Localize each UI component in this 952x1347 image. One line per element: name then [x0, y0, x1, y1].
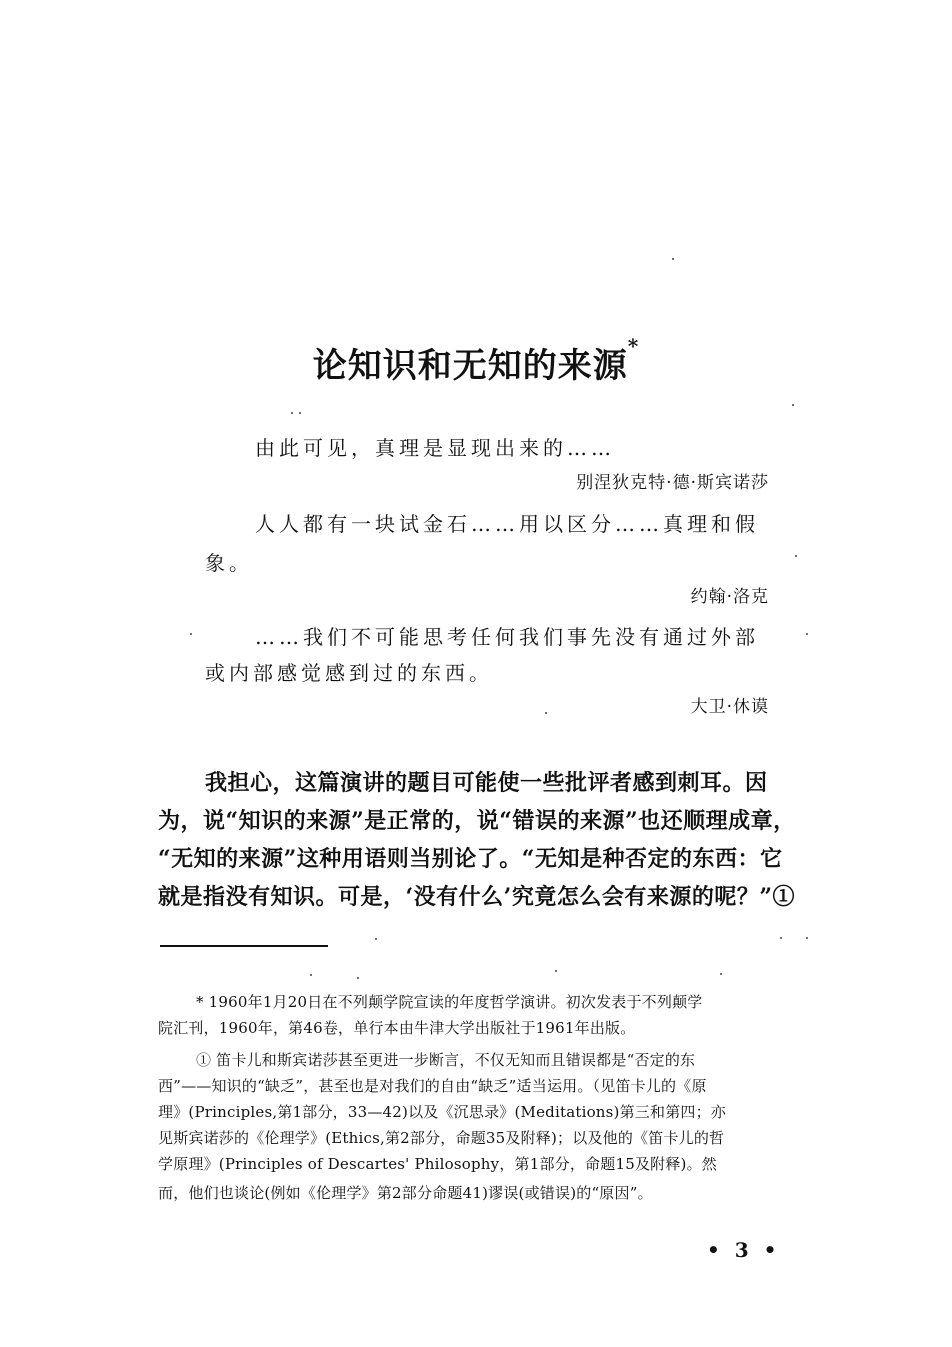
- footnote-1-line-1: ① 笛卡儿和斯宾诺莎甚至更进一步断言，不仅无知而且错误都是“否定的东: [196, 1051, 696, 1069]
- page-number: • 3 •: [707, 1238, 781, 1262]
- epigraph-3-line-1: ……我们不可能思考任何我们事先没有通过外部: [255, 625, 759, 649]
- scan-speck: [545, 712, 547, 714]
- scan-speck: [299, 412, 301, 414]
- scan-speck: [806, 633, 808, 635]
- scan-speck: [672, 258, 674, 260]
- footnote-1-line-6: 而，他们也谈论(例如《伦理学》第2部分命题41)谬误(或错误)的“原因”。: [158, 1184, 653, 1202]
- epigraph-2-line-2: 象。: [205, 551, 253, 575]
- scan-speck: [792, 404, 794, 406]
- body-line-2: 为，说“知识的来源”是正常的，说“错误的来源”也还顺理成章，: [158, 808, 796, 834]
- scan-speck: [720, 973, 722, 975]
- epigraph-3-line-2: 或内部感觉感到过的东西。: [205, 661, 493, 685]
- scan-speck: [291, 412, 293, 414]
- footnote-1-line-2: 西”——知识的“缺乏”，甚至也是对我们的自由“缺乏”适当运用。（见笛卡儿的《原: [158, 1077, 707, 1095]
- scan-speck: [375, 938, 377, 940]
- epigraph-2-line-1: 人人都有一块试金石……用以区分……真理和假: [255, 512, 759, 536]
- footnote-star-line-1: * 1960年1月20日在不列颠学院宣读的年度哲学演讲。初次发表于不列颠学: [196, 993, 703, 1011]
- footnote-1-line-4: 见斯宾诺莎的《伦理学》(Ethics,第2部分，命题35及附释)；以及他的《笛卡儿的哲: [158, 1129, 725, 1147]
- scan-speck: [190, 633, 192, 635]
- epigraph-3-author: 大卫·休谟: [690, 697, 769, 717]
- scan-speck: [806, 937, 808, 939]
- title-footnote-mark: *: [627, 334, 640, 358]
- epigraph-1-author: 别涅狄克特·德·斯宾诺莎: [576, 473, 769, 493]
- body-line-3: “无知的来源”这种用语则当别论了。“无知是种否定的东西：它: [158, 846, 783, 872]
- scan-speck: [795, 555, 797, 557]
- epigraph-2-author: 约翰·洛克: [690, 587, 769, 607]
- epigraph-1-line-1: 由此可见，真理是显现出来的……: [255, 436, 615, 460]
- title-text: 论知识和无知的来源: [312, 346, 628, 386]
- page-title: [0, 334, 952, 387]
- scan-speck: [555, 970, 557, 972]
- body-line-1: 我担心，这篇演讲的题目可能使一些批评者感到刺耳。因: [205, 770, 768, 796]
- footnote-1-line-5: 学原理》(Principles of Descartes' Philosophy，第1部分，命题15及附释)。然: [158, 1155, 718, 1173]
- scan-speck: [780, 937, 782, 939]
- footnote-star-line-2: 院汇刊，1960年，第46卷，单行本由牛津大学出版社于1961年出版。: [158, 1019, 636, 1037]
- scan-speck: [310, 974, 312, 976]
- footnote-1-line-3: 理》(Principles,第1部分，33—42)以及《沉思录》(Meditations)第三和第四；亦: [158, 1103, 727, 1121]
- footnote-divider: [160, 945, 328, 947]
- body-line-4: 就是指没有知识。可是，‘没有什么’究竟怎么会有来源的呢？”①: [158, 884, 795, 910]
- scan-speck: [357, 977, 359, 979]
